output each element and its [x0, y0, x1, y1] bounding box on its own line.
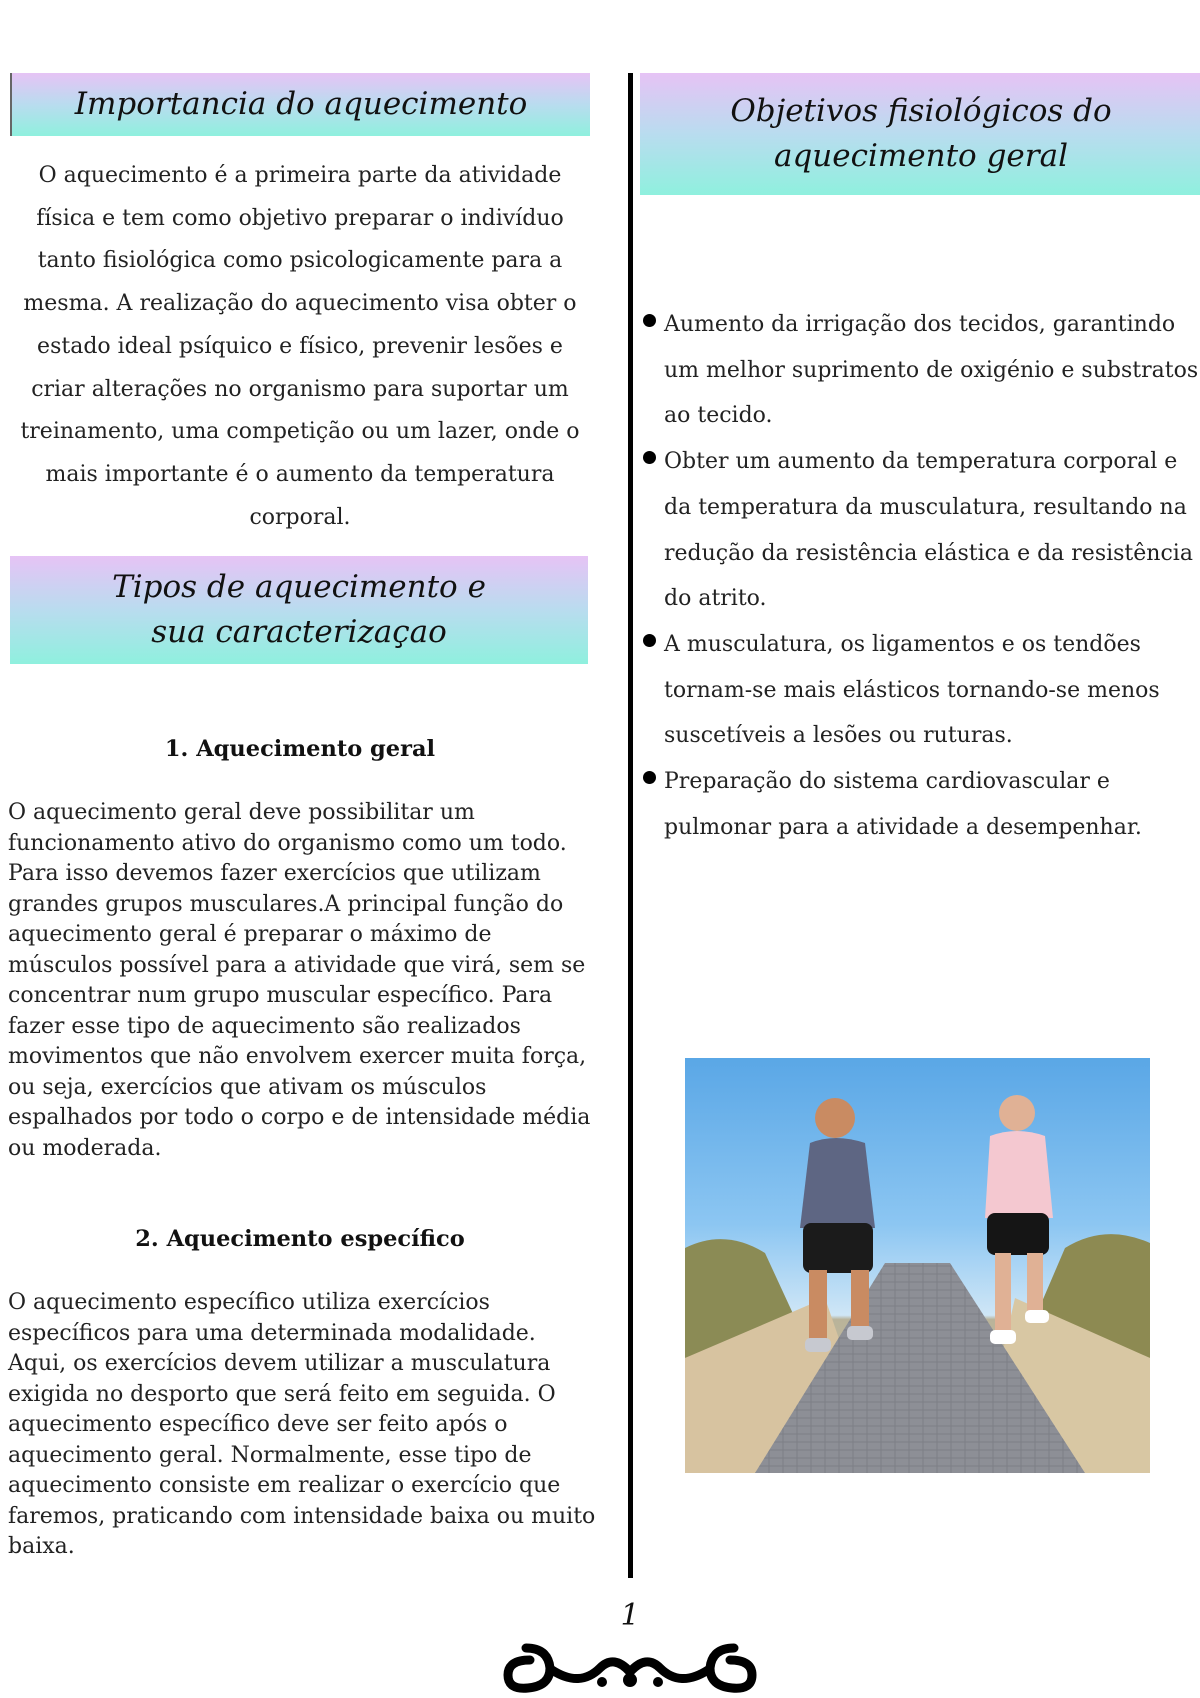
section1-paragraph: O aquecimento geral deve possibilitar um funcionamento ativo do organismo como um todo. Para isso devemos fazer exercícios que utilizam grandes grupos musculares.A principal função do aquecimento geral é preparar o máximo de músculos possível para a atividade que virá, sem se concentrar num grupo muscular específico. Para fazer esse tipo de aquecimento são realizados movimentos que não envolvem exercer muita força, ou seja, exercícios que ativam os músculos espalhados por todo o corpo e de intensidade média ou moderada.: [8, 800, 591, 1161]
runners-photo: [685, 1058, 1150, 1473]
page-number: 1: [620, 1598, 640, 1633]
objectives-list: [640, 302, 1200, 850]
objectives-title: Objetivos fisiológicos do aquecimento geral: [730, 93, 1112, 174]
section2-heading: 2. Aquecimento específico: [135, 1226, 465, 1252]
objective-item: Aumento da irrigação dos tecidos, garantindo um melhor suprimento de oxigénio e substratos ao tecido.: [640, 302, 1200, 439]
column-divider: [628, 73, 633, 1578]
objective-item: A musculatura, os ligamentos e os tendões tornam-se mais elásticos tornando-se menos suscetíveis a lesões ou ruturas.: [640, 622, 1200, 759]
runners-illustration: [685, 1058, 1150, 1473]
objective-item: Preparação do sistema cardiovascular e pulmonar para a atividade a desempenhar.: [640, 759, 1200, 850]
types-title-banner: [10, 556, 588, 664]
intro-paragraph: O aquecimento é a primeira parte da atividade física e tem como objetivo preparar o indivíduo tanto fisiológica como psicologicamente para a mesma. A realização do aquecimento visa obter o estado ideal psíquico e físico, prevenir lesões e criar alterações no organismo para suportar um treinamento, uma competição ou um lazer, onde o mais importante é o aumento da temperatura corporal.: [20, 163, 580, 530]
objective-item: Obter um aumento da temperatura corporal e da temperatura da musculatura, resultando na redução da resistência elástica e da resistência do atrito.: [640, 439, 1200, 622]
scroll-ornament-icon: [490, 1620, 770, 1698]
objectives-title-banner: [640, 73, 1200, 195]
importance-title: Importancia do aquecimento: [74, 86, 528, 122]
types-title: Tipos de aquecimento e sua caracterizaçao: [112, 569, 486, 650]
section2-paragraph: O aquecimento específico utiliza exercícios específicos para uma determinada modalidade. Aqui, os exercícios devem utilizar a musculatura exigida no desporto que será feito em seguida. O aquecimento específico deve ser feito após o aquecimento geral. Normalmente, esse tipo de aquecimento consiste em realizar o exercício que faremos, praticando com intensidade baixa ou muito baixa.: [8, 1290, 596, 1559]
importance-title-banner: [10, 73, 590, 136]
section1-heading: 1. Aquecimento geral: [164, 736, 436, 762]
